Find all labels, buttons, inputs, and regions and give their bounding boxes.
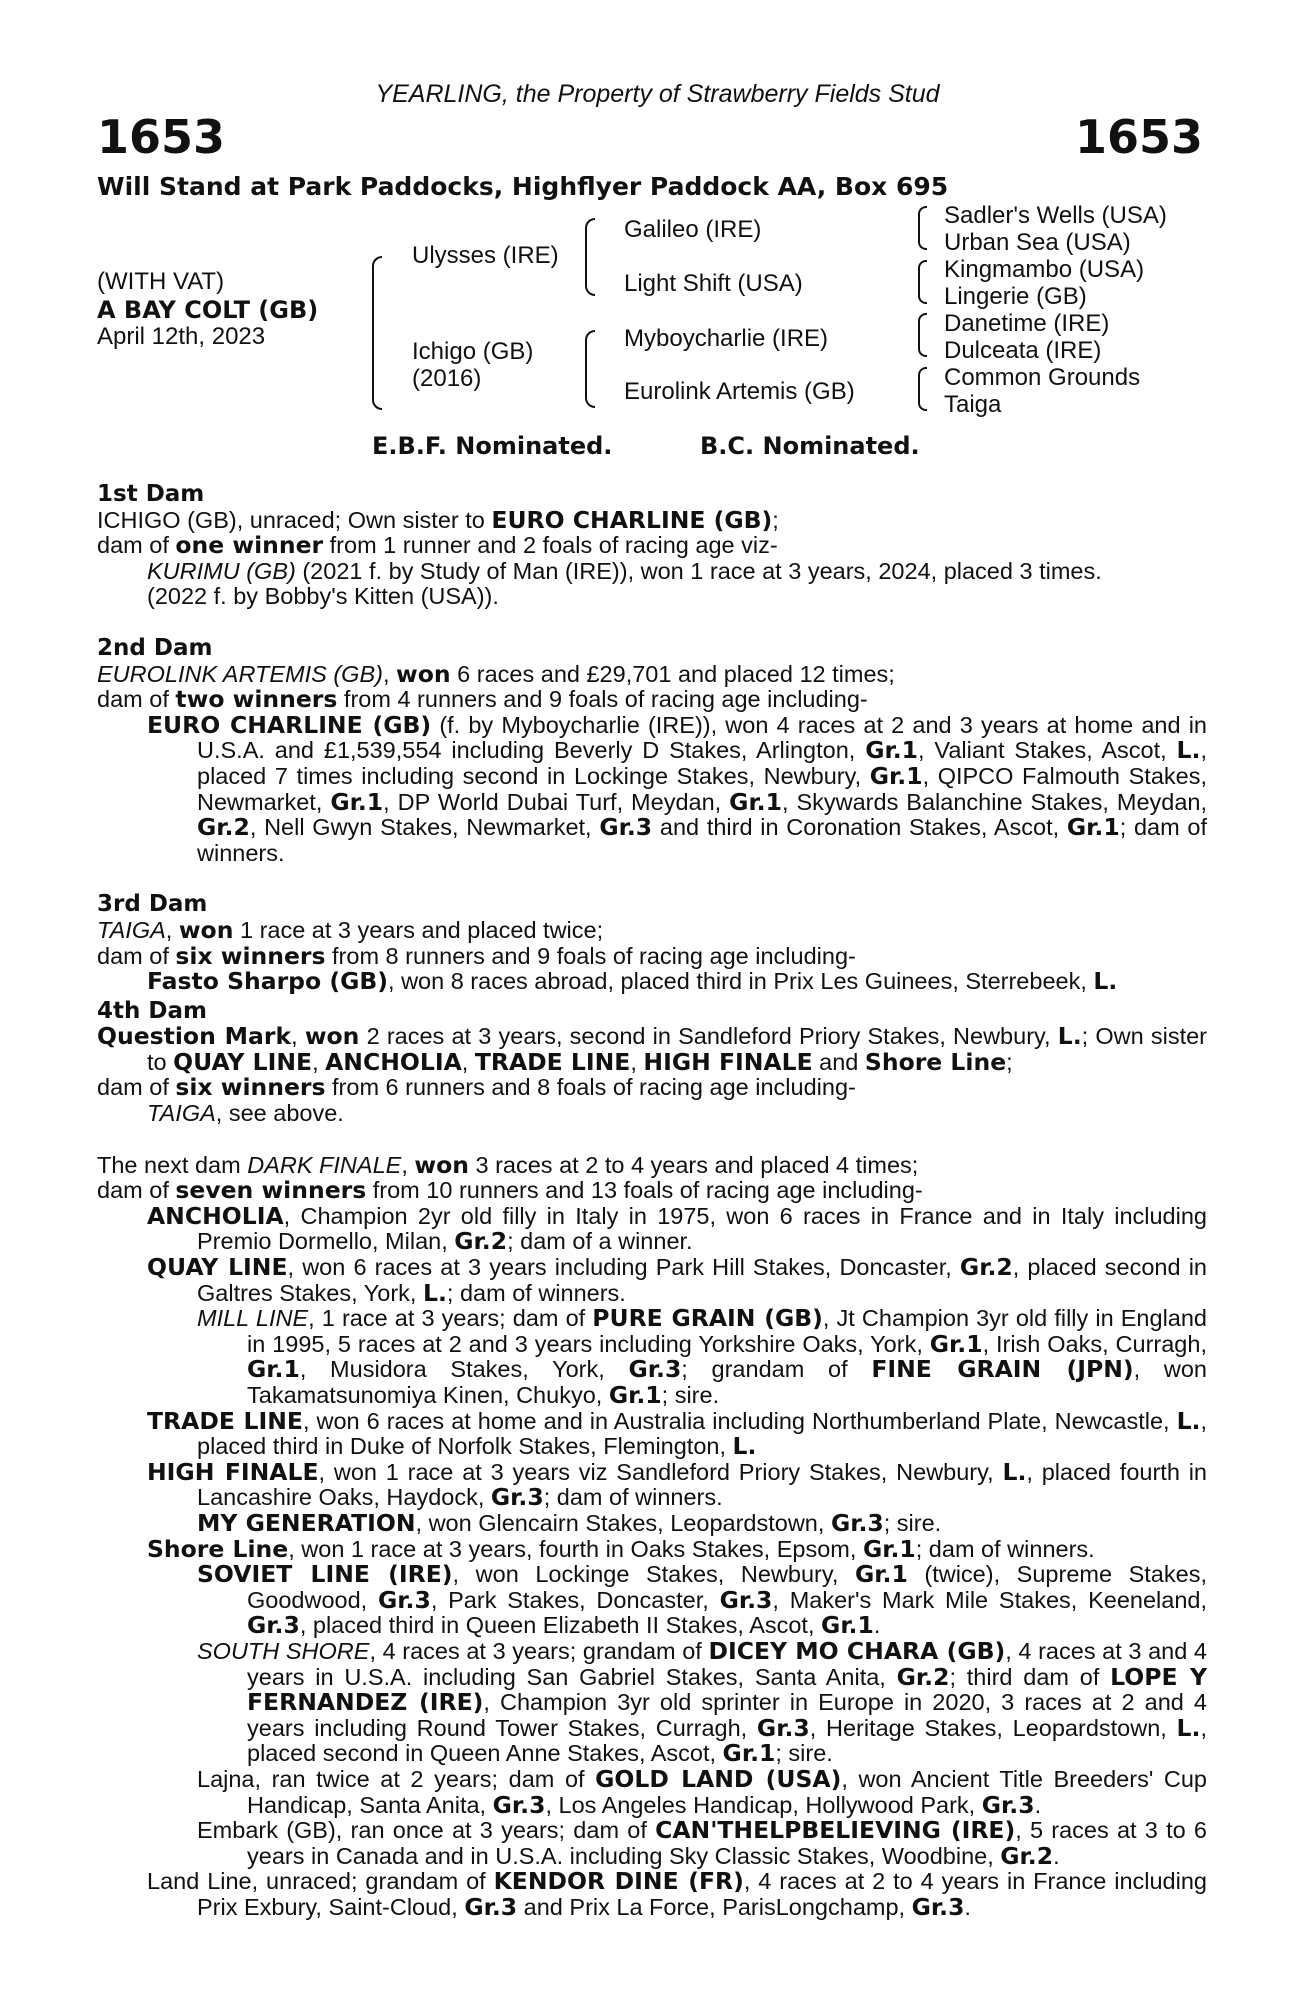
text: , won 8 races abroad, placed third in Prix Les Guinees, Sterrebeek, [388,968,1094,995]
produce-entry [97,559,1207,585]
first-dam-section [97,482,1207,610]
text: Gr.2 [959,1253,1013,1282]
text: CAN'THELPBELIEVING (IRE) [655,1816,1016,1845]
text: Gr.3 [247,1611,300,1640]
text: DICEY MO CHARA (GB) [708,1636,1006,1665]
text: LOPE Y FERNANDEZ (IRE) [247,1662,1207,1717]
horse-link: KURIMU (GB) [147,557,296,584]
ebf-nomination: E.B.F. Nominated. [372,432,613,460]
text: ; dam of winners. [446,1279,626,1306]
text: . [1053,1842,1060,1869]
text: Gr.1 [608,1381,662,1409]
text: dam of [97,942,176,969]
text: ; sire. [883,1509,942,1536]
dam-year: (2016) [412,365,482,392]
text: , Jt Champion 3yr old filly in England in 1995, 5 races at 2 and 3 years including Yorkshire Oaks, York, [247,1305,1207,1357]
produce-entry [97,1869,1207,1920]
text: , Champion 2yr old filly in Italy in 1975, won 6 races in France and in Italy including Premio Dormello, Milan, [197,1202,1207,1255]
text: , Maker's Mark Mile Stakes, Keeneland, [772,1586,1207,1613]
text: , won 6 races at 3 years including Park Hill Stakes, Doncaster, [287,1254,960,1281]
text: , won Takamatsunomiya Kinen, Chukyo, [247,1356,1208,1408]
text: L. [1176,736,1201,765]
text: Gr.2 [454,1227,508,1256]
text: MILL LINE [197,1305,309,1332]
text: and [812,1048,865,1075]
text: , Heritage Stakes, Leopardstown, [809,1714,1177,1741]
text: Gr.1 [247,1355,300,1384]
text: L. [1176,1406,1201,1435]
produce-entry [97,1636,1207,1768]
text: , won Ancient Title Breeders' Cup Handicap, Santa Anita, [247,1765,1207,1818]
text: six winners [175,941,326,970]
text: from 8 runners and 9 foals of racing age including- [325,942,856,969]
text: 1 race at 3 years and placed twice; [233,916,604,943]
text: . [1034,1791,1042,1818]
text: , [382,660,397,687]
bc-nomination: B.C. Nominated. [700,432,920,460]
section-heading: 2nd Dam [97,634,213,661]
produce-line [97,1075,1207,1101]
text: , won 1 race at 3 years viz Sandleford Priory Stakes, Newbury, [318,1458,1003,1485]
text: , 5 races at 3 to 6 years in Canada and in U.S.A. including Sky Classic Stakes, Woodbine, [247,1817,1208,1869]
text: , [165,916,179,943]
text: , [401,1151,415,1178]
dam-line [97,915,1207,944]
text: , 4 races at 3 years; grandam of [369,1637,709,1664]
text: , placed second in Queen Anne Stakes, Ascot, [247,1714,1207,1767]
text: , 1 race at 3 years; dam of [308,1305,593,1332]
sire: Ulysses (IRE) [412,242,559,269]
text: won [414,1150,469,1179]
produce-entry [97,1562,1207,1639]
text: , 4 races at 3 and 4 years in U.S.A. including San Gabriel Stakes, Santa Anita, [247,1637,1207,1690]
dam: Ichigo (GB) [412,338,534,365]
text: Shore Line [147,1534,289,1563]
produce-entry [97,710,1208,867]
text: Gr.3 [492,1790,546,1819]
stand-location: Will Stand at Park Paddocks, Highflyer Paddock AA, Box 695 [97,172,949,201]
text: Gr.3 [599,813,653,842]
text: ; dam of winners. [543,1484,723,1511]
bracket-sd [918,260,927,304]
sire-dam-sire: Kingmambo (USA) [944,256,1145,283]
horse-dob: April 12th, 2023 [97,323,266,350]
produce-entry [97,969,1207,995]
text: , won 6 races at home and in Australia including Northumberland Plate, Newcastle, [302,1407,1177,1434]
text: Gr.2 [896,1662,950,1691]
sire-dam: Light Shift (USA) [624,270,803,297]
vat-note: (WITH VAT) [97,268,225,295]
dam-sire-sire: Danetime (IRE) [944,310,1110,337]
text: , placed 7 times including second in Lockinge Stakes, Newbury, [197,737,1207,789]
bracket-dam [585,330,595,408]
text: ; sire. [775,1740,833,1767]
text: TRADE LINE [147,1406,303,1435]
produce-line [97,1178,1207,1204]
text: dam of [97,686,176,713]
text: , [461,1048,475,1075]
produce-entry [97,1255,1207,1306]
text: ; Own sister to [147,1023,1207,1075]
produce-entry: (2022 f. by Bobby's Kitten (USA)). [147,583,499,610]
text: ; dam of a winner. [507,1228,693,1255]
sire-dam-dam: Lingerie (GB) [944,283,1087,310]
lot-number-left: 1653 [97,110,226,164]
text: 3 races at 2 to 4 years and placed 4 times; [468,1151,919,1178]
next-dam-section [97,1150,1208,1921]
text: won [178,915,234,944]
text: QUAY LINE [147,1253,288,1282]
text: seven winners [175,1176,367,1205]
text: L. [1176,1713,1201,1742]
text: The next dam [97,1151,248,1178]
text: L. [732,1432,757,1461]
text: 2 races at 3 years, second in Sandleford Priory Stakes, Newbury, [359,1023,1058,1050]
text: , DP World Dubai Turf, Meydan, [383,788,730,815]
text: SOVIET LINE (IRE) [197,1560,453,1589]
produce-line [97,687,1207,713]
text: ANCHOLIA [325,1047,462,1076]
dam-line [97,1150,1207,1179]
produce-entry [97,1457,1207,1512]
third-dam-section [97,892,1207,994]
horse-name: A BAY COLT (GB) [97,296,319,324]
text: 6 races and £29,701 and placed 12 times; [450,660,895,687]
section-heading: 1st Dam [97,481,205,507]
text: dam of [97,1074,176,1101]
text: ; [1006,1048,1013,1075]
text: Lajna, ran twice at 2 years; dam of [197,1765,596,1792]
produce-entry [97,1406,1208,1461]
text: Gr.1 [330,787,384,816]
fourth-dam-section [97,999,1207,1127]
text: Gr.1 [821,1611,874,1640]
produce-entry [97,1534,1207,1563]
section-heading: 4th Dam [97,997,207,1024]
bracket-sire [585,218,595,296]
text: HIGH FINALE [643,1047,813,1076]
text: won [304,1022,360,1051]
text: from 1 runner and 2 foals of racing age viz- [323,532,778,559]
bracket-ss [918,206,927,250]
text: Gr.1 [722,1739,776,1768]
text: Gr.3 [464,1892,518,1921]
second-dam-section [97,636,1207,866]
produce-entry [97,1306,1207,1408]
text: from 6 runners and 8 foals of racing age including- [325,1074,856,1101]
text: PURE GRAIN (GB) [592,1304,823,1333]
sire-sire: Galileo (IRE) [624,216,762,243]
text: , see above. [215,1100,344,1127]
text: , [630,1048,644,1075]
text: . [873,1612,881,1639]
text: ; [772,506,779,533]
text: (f. by Myboycharlie (IRE)), won 4 races at 2 and 3 years at home and in U.S.A. and £1,539,554 including Beverly D Stakes, Arlington, [197,711,1207,764]
text: Gr.3 [756,1713,810,1742]
text: , Champion 3yr old sprinter in Europe in 2020, 3 races at 2 and 4 years including Round Tower Stakes, Curragh, [247,1689,1207,1741]
text: ; sire. [661,1382,720,1408]
text: Gr.3 [490,1483,544,1512]
dam-line [97,659,1207,688]
text: Shore Line [864,1047,1007,1076]
sire-sire-dam: Urban Sea (USA) [944,229,1131,256]
bracket-gen1 [372,256,382,410]
text: MY GENERATION [197,1508,416,1537]
text: , Musidora Stakes, York, [299,1356,629,1383]
text: , won 1 race at 3 years, fourth in Oaks Stakes, Epsom, [288,1535,863,1562]
text: EUROLINK ARTEMIS (GB) [97,660,383,687]
text: L. [1057,1022,1082,1051]
text: Gr.3 [719,1585,773,1614]
dam-dam-sire: Common Grounds [944,364,1141,391]
text: and third in Coronation Stakes, Ascot, [652,814,1067,841]
bracket-dd [918,367,927,411]
horse-link: EURO CHARLINE (GB) [491,505,773,534]
text: Embark (GB), ran once at 3 years; dam of [197,1817,656,1844]
text: , Park Stakes, Doncaster, [430,1586,720,1613]
text: Question Mark [97,1022,292,1051]
produce-entry [97,1764,1207,1819]
text: , QIPCO Falmouth Stakes, Newmarket, [197,762,1207,815]
text: Gr.1 [862,1534,916,1563]
text: SOUTH SHORE [197,1637,370,1664]
text: Gr.2 [197,813,250,842]
text: , 4 races at 2 to 4 years in France including Prix Exbury, Saint-Cloud, [197,1868,1207,1920]
text: one winner [175,531,324,560]
text: Gr.1 [929,1329,983,1358]
produce-line [97,941,1207,970]
text: (twice), Supreme Stakes, Goodwood, [247,1561,1207,1613]
text: Gr.2 [1000,1841,1054,1870]
text: DARK FINALE [247,1151,402,1178]
text: Land Line, unraced; grandam of [147,1868,494,1895]
text: GOLD LAND (USA) [595,1764,842,1793]
text: ICHIGO (GB), unraced; Own sister to [97,506,492,533]
text: (2021 f. by Study of Man (IRE)), won 1 race at 3 years, 2024, placed 3 times. [295,557,1102,584]
text: , won Glencairn Stakes, Leopardstown, [415,1509,831,1536]
produce-entry [97,1818,1207,1869]
text: ; dam of winners. [197,814,1208,866]
produce-entry [97,1201,1207,1256]
text: , Nell Gwyn Stakes, Newmarket, [249,814,600,841]
text: TAIGA [147,1100,216,1127]
lot-number-right: 1653 [1074,110,1203,164]
produce-entry [97,1101,1207,1127]
text: , placed fourth in Lancashire Oaks, Haydock, [197,1458,1207,1511]
text: , placed third in Duke of Norfolk Stakes, Flemington, [197,1407,1208,1460]
text: , Valiant Stakes, Ascot, [918,737,1177,764]
sire-sire-sire: Sadler's Wells (USA) [944,202,1167,229]
text: , [291,1023,305,1050]
text: from 4 runners and 9 foals of racing age including- [337,686,868,713]
text: TAIGA [97,916,166,943]
produce-entry [97,1508,1207,1537]
text: KENDOR DINE (FR) [493,1867,744,1896]
produce-line [97,533,1207,559]
text: Gr.3 [911,1892,965,1921]
text: , placed second in Galtres Stakes, York, [197,1254,1207,1306]
dam-sire-dam: Dulceata (IRE) [944,337,1102,364]
text: TRADE LINE [474,1047,631,1076]
dam-dam: Eurolink Artemis (GB) [624,378,855,405]
text: dam of [97,1177,176,1204]
text: Gr.1 [729,787,782,816]
text: . [964,1893,971,1920]
text: QUAY LINE [173,1047,313,1076]
text: from 10 runners and 13 foals of racing age including- [366,1177,923,1204]
text: Gr.1 [855,1560,908,1589]
text: two winners [175,685,338,714]
text: , placed third in Queen Elizabeth II Stakes, Ascot, [299,1612,822,1639]
text: and Prix La Force, ParisLongchamp, [517,1893,912,1920]
text: L. [422,1278,447,1307]
dam-line [97,1024,1207,1075]
horse-link: Fasto Sharpo (GB) [147,967,389,996]
text: , won Lockinge Stakes, Newbury, [452,1561,855,1588]
text: six winners [175,1073,326,1102]
text: ; third dam of [949,1663,1111,1690]
text: Gr.3 [981,1790,1035,1819]
page-subtitle: YEARLING, the Property of Strawberry Fields Stud [375,80,940,108]
dam-line [97,505,1207,534]
catalogue-body [97,482,1207,1920]
bracket-ds [918,313,927,357]
text: ANCHOLIA [147,1201,284,1230]
text: FINE GRAIN (JPN) [871,1355,1134,1384]
horse-link: EURO CHARLINE (GB) [147,710,432,739]
text: ; grandam of [681,1356,872,1383]
text: Gr.3 [378,1585,431,1614]
text: , [312,1048,326,1075]
text: Gr.1 [1066,813,1120,842]
text: L. [1002,1457,1027,1486]
text: L. [1093,967,1118,996]
text: ; dam of winners. [915,1535,1095,1562]
text: , Los Angeles Handicap, Hollywood Park, [545,1791,982,1818]
text: dam of [97,532,176,559]
section-heading: 3rd Dam [97,891,208,918]
text: HIGH FINALE [147,1457,319,1486]
text: Gr.1 [869,761,923,790]
dam-sire: Myboycharlie (IRE) [624,325,829,352]
text: won [396,659,451,688]
text: , Skywards Balanchine Stakes, Meydan, [781,788,1207,815]
text: Gr.3 [628,1355,682,1384]
text: , Irish Oaks, Curragh, [982,1330,1207,1357]
text: Gr.1 [865,736,919,765]
text: Gr.3 [830,1508,884,1537]
dam-dam-dam: Taiga [944,391,1002,418]
